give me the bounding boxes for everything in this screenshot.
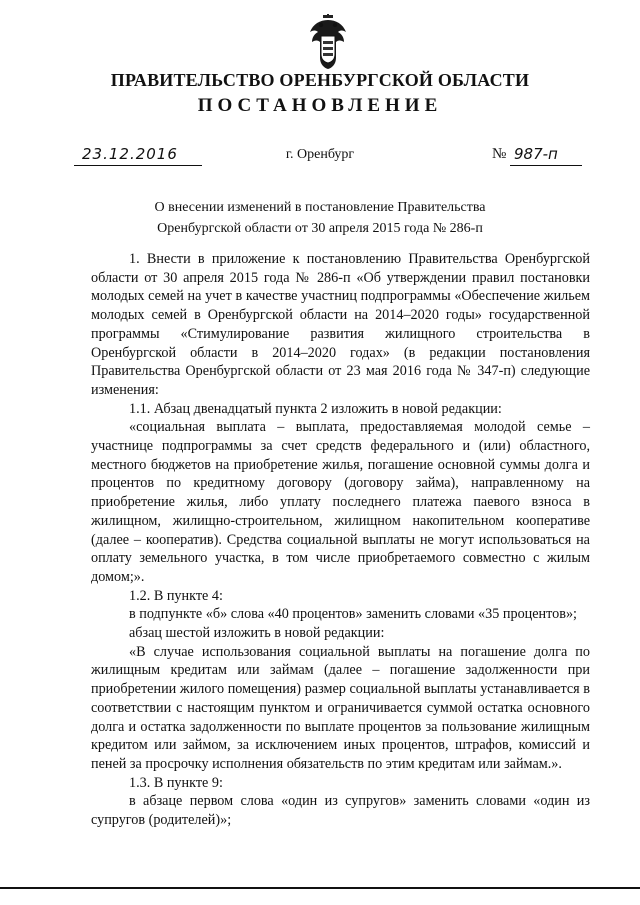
subject-line-1: О внесении изменений в постановление Правительства — [154, 200, 486, 215]
body-paragraph: 1. Внести в приложение к постановлению Правительства Оренбургской области от 30 апреля 2015 года № 286-п «Об утверждении правил постановки молодых семей на учет в качестве участниц подпрограммы «Обеспечение жильем молодых семей в Оренбургской области на 2014–2020 годы» государственной программы «Стимулирование развития жилищного строительства в Оренбургской области в 2014–2020 годах» (в редакции постановления Правительства Оренбургской области от 23 мая 2016 года № 347-п) следующие изменения: — [91, 251, 590, 398]
subject-line-2: Оренбургской области от 30 апреля 2015 года № 286-п — [157, 221, 483, 236]
document-number: 987-п — [514, 145, 558, 163]
document-body — [91, 250, 590, 830]
body-paragraph: 1.3. В пункте 9: — [129, 774, 223, 791]
document-type-title: ПОСТАНОВЛЕНИЕ — [197, 95, 443, 116]
body-paragraph: 1.1. Абзац двенадцатый пункта 2 изложить в новой редакции: — [129, 400, 502, 417]
body-paragraph: в подпункте «б» слова «40 процентов» заменить словами «35 процентов»; — [129, 606, 577, 623]
document-subject — [0, 197, 640, 239]
body-paragraph: абзац шестой изложить в новой редакции: — [129, 625, 385, 642]
date-underline — [74, 165, 202, 166]
number-underline — [510, 165, 582, 166]
body-paragraph: «социальная выплата – выплата, предоставляемая молодой семье – участнице подпрограммы за счет средств федерального и (или) областного, местного бюджетов на приобретение жилья, погашение основной суммы долга и процентов по кредитному договору (договору займа), направленному на приобретение жилья, либо уплату последнего платежа паевого взноса в жилищном, жилищно-строительном, жилищном накопительном кооперативе (далее – кооператив). Средства социальной выплаты не могут использоваться на оплату земельного участка, в том числе приобретаемого совместно с жилым домом;». — [91, 419, 590, 585]
document-date: 23.12.2016 — [82, 145, 178, 163]
body-paragraph: в абзаце первом слова «один из супругов» заменить словами «один из супругов (родителей)»; — [91, 793, 590, 829]
organization-title: ПРАВИТЕЛЬСТВО ОРЕНБУРГСКОЙ ОБЛАСТИ — [110, 70, 530, 90]
body-paragraph: «В случае использования социальной выплаты на погашение долга по жилищным кредитам или займам (далее – погашение задолженности при приобретении жилого помещения) размер социальной выплаты устанавливается в соответствии с настоящим пунктом и ограничивается суммой остатка основного долга и остатка задолженности по выплате процентов за пользование жилищным кредитом или займом, за исключением иных процентов, штрафов, комиссий и пеней за просрочку исполнения обязательств по этим кредитам или займам.». — [91, 643, 590, 772]
bottom-rule — [0, 887, 640, 889]
number-label: № — [492, 146, 507, 162]
body-paragraph: 1.2. В пункте 4: — [129, 587, 223, 604]
meta-row — [0, 145, 640, 169]
city-label: г. Оренбург — [285, 147, 355, 162]
coat-of-arms-icon — [308, 14, 348, 70]
